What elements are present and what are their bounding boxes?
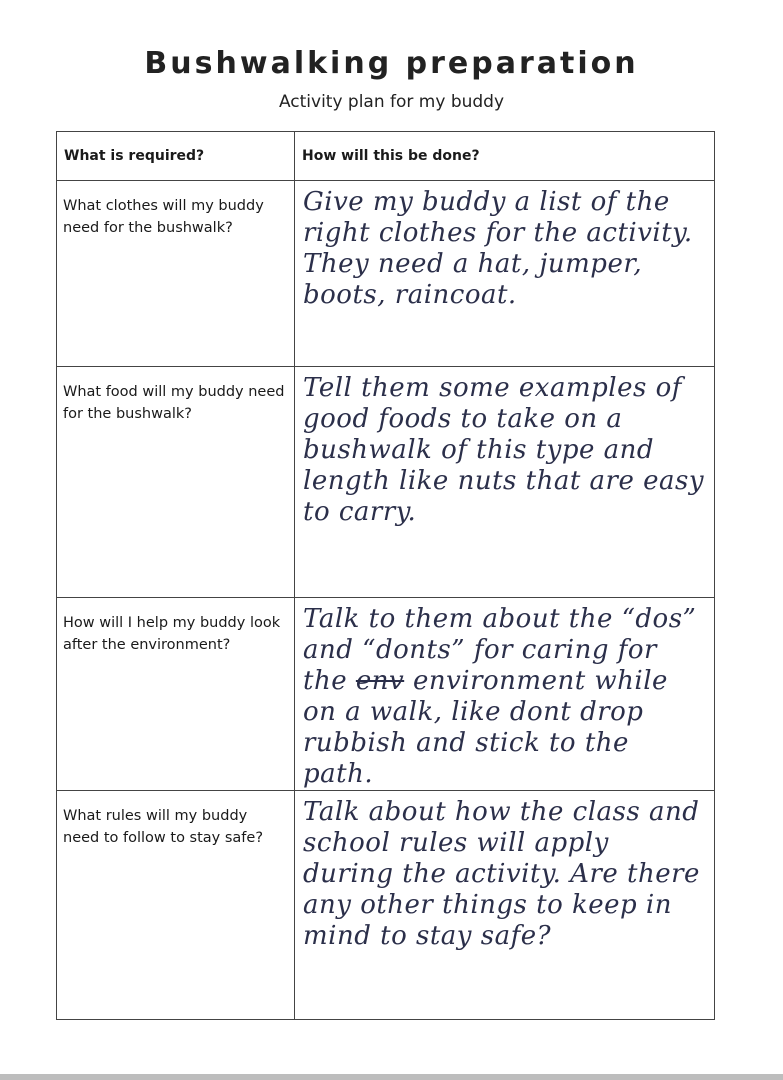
question-food: What food will my buddy need for the bushwalk? <box>63 384 285 422</box>
handwritten-answer-cell <box>295 791 715 1020</box>
question-safety: What rules will my buddy need to follow to stay safe? <box>63 808 264 846</box>
handwritten-answer-cell <box>295 181 715 367</box>
answer-safety: Talk about how the class and school rules will apply during the activity. Are there any other things to keep in mind to stay safe? <box>303 797 700 951</box>
question-cell <box>57 367 295 598</box>
table-row <box>57 598 715 791</box>
column-header-required-label: What is required? <box>64 148 205 164</box>
answer-environment-part2: environment while on a walk, like dont drop rubbish and stick to the path. <box>303 666 668 789</box>
question-cell <box>57 791 295 1020</box>
answer-food: Tell them some examples of good foods to take on a bushwalk of this type and length like nuts that are easy to carry. <box>303 373 705 527</box>
handwritten-answer-cell <box>295 598 715 791</box>
crossed-out-word: env <box>355 666 405 696</box>
answer-environment <box>295 598 714 790</box>
scan-bottom-edge <box>0 1074 783 1080</box>
column-header-required <box>57 132 295 181</box>
question-environment: How will I help my buddy look after the environment? <box>63 615 281 653</box>
column-header-how <box>295 132 715 181</box>
question-cell <box>57 181 295 367</box>
activity-plan-table <box>56 131 715 1020</box>
table-header-row <box>57 132 715 181</box>
table-row <box>57 181 715 367</box>
page-subtitle: Activity plan for my buddy <box>278 92 505 112</box>
handwritten-answer-cell <box>295 367 715 598</box>
answer-environment-part1: Talk to them about the “dos” and “donts” for caring for the <box>303 604 697 696</box>
answer-clothes: Give my buddy a list of the right clothes for the activity. They need a hat, jumper, boots, raincoat. <box>303 187 693 310</box>
question-cell <box>57 598 295 791</box>
column-header-how-label: How will this be done? <box>302 148 480 164</box>
question-clothes: What clothes will my buddy need for the bushwalk? <box>63 198 264 236</box>
page-title: Bushwalking preparation <box>144 46 639 81</box>
table-row <box>57 791 715 1020</box>
table-row <box>57 367 715 598</box>
